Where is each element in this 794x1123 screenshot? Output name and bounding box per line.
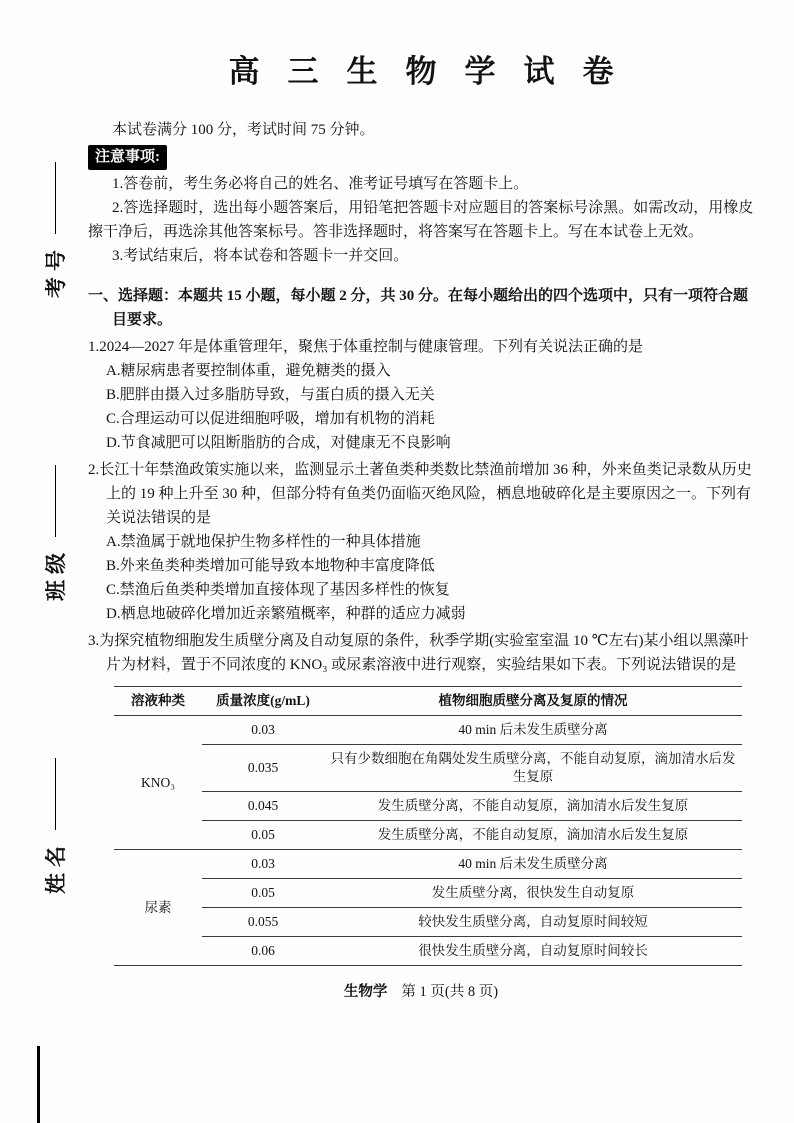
class-blank-line [55, 465, 56, 537]
question-1-stem: 1.2024—2027 年是体重管理年，聚焦于体重控制与健康管理。下列有关说法正确的是 [88, 339, 644, 355]
notice-item-2: 2.答选择题时，选出每小题答案后，用铅笔把答题卡对应题目的答案标号涂黑。如需改动，用橡皮擦干净后，再选涂其他答案标号。答非选择题时，将答案写在答题卡上。写在本试卷上无效。 [88, 200, 754, 240]
class-label: 班级 [44, 547, 68, 601]
question-3 [88, 629, 754, 966]
question-2-stem: 2.长江十年禁渔政策实施以来，监测显示土著鱼类种类数比禁渔前增加 36 种，外来鱼类记录数从历史上的 19 种上升至 30 种，但部分特有鱼类仍面临灭绝风险，栖息地破碎化是主要原因之一。下列有关说法错误的是 [88, 462, 752, 526]
name-label: 姓名 [44, 840, 68, 894]
cell-result: 只有少数细胞在角隅处发生质壁分离，不能自动复原，滴加清水后发生复原 [324, 745, 742, 792]
cell-result: 发生质壁分离，不能自动复原，滴加清水后发生复原 [324, 792, 742, 821]
seal-label-exam-number [35, 145, 75, 315]
cell-concentration: 0.05 [202, 879, 324, 908]
question-3-stem: 3.为探究植物细胞发生质壁分离及自动复原的条件，秋季学期(实验室室温 10 ℃左右)某小组以黑藻叶片为材料，置于不同浓度的 KNO₃ 或尿素溶液中进行观察，实验结果如下表。下列说法错误的是 [88, 633, 749, 673]
cell-concentration: 0.05 [202, 821, 324, 850]
table-row [114, 937, 742, 966]
header-solution-type: 溶液种类 [114, 687, 202, 716]
question-1 [88, 335, 754, 455]
cell-concentration: 0.035 [202, 745, 324, 792]
page-footer [88, 980, 754, 1004]
question-2-option-c: C.禁渔后鱼类种类增加直接体现了基因多样性的恢复 [106, 582, 450, 598]
seal-label-name [35, 741, 75, 911]
cell-result: 较快发生质壁分离，自动复原时间较短 [324, 908, 742, 937]
exam-number-label: 考号 [44, 244, 68, 298]
table-row [114, 908, 742, 937]
question-1-option-a: A.糖尿病患者要控制体重，避免糖类的摄入 [106, 363, 391, 379]
notice-badge: 注意事项: [88, 145, 167, 170]
header-result: 植物细胞质壁分离及复原的情况 [324, 687, 742, 716]
group-label-kno3: KNO₃ [114, 716, 202, 850]
table-row [114, 716, 742, 745]
cell-concentration: 0.03 [202, 716, 324, 745]
question-2-option-b: B.外来鱼类种类增加可能导致本地物种丰富度降低 [106, 558, 435, 574]
group-label-urea: 尿素 [114, 850, 202, 966]
name-blank-line [55, 758, 56, 830]
cell-concentration: 0.055 [202, 908, 324, 937]
footer-page-number: 第 1 页(共 8 页) [401, 984, 499, 1000]
footer-subject: 生物学 [343, 984, 388, 1000]
table-header-row [114, 687, 742, 716]
question-1-option-b: B.肥胖由摄入过多脂肪导致，与蛋白质的摄入无关 [106, 387, 435, 403]
notice-item-1: 1.答卷前，考生务必将自己的姓名、准考证号填写在答题卡上。 [112, 176, 529, 192]
notice-heading [88, 145, 754, 170]
cell-result: 很快发生质壁分离，自动复原时间较长 [324, 937, 742, 966]
table-row [114, 879, 742, 908]
exam-intro: 本试卷满分 100 分，考试时间 75 分钟。 [112, 122, 375, 138]
seal-label-class [35, 448, 75, 618]
page-title: 高三生物学试卷 [228, 54, 642, 89]
question-2-option-d: D.栖息地破碎化增加近亲繁殖概率，种群的适应力减弱 [106, 606, 466, 622]
header-concentration: 质量浓度(g/mL) [202, 687, 324, 716]
table-row [114, 745, 742, 792]
cell-concentration: 0.03 [202, 850, 324, 879]
cell-result: 发生质壁分离，不能自动复原，滴加清水后发生复原 [324, 821, 742, 850]
cell-concentration: 0.045 [202, 792, 324, 821]
scan-artifact-line [37, 1046, 40, 1123]
table-row [114, 792, 742, 821]
cell-result: 40 min 后未发生质壁分离 [324, 716, 742, 745]
cell-result: 发生质壁分离，很快发生自动复原 [324, 879, 742, 908]
question-2 [88, 458, 754, 626]
experiment-results-table [114, 686, 742, 966]
question-1-option-d: D.节食减肥可以阻断脂肪的合成，对健康无不良影响 [106, 435, 451, 451]
table-row [114, 821, 742, 850]
table-row [114, 850, 742, 879]
exam-number-blank-line [55, 162, 56, 234]
cell-concentration: 0.06 [202, 937, 324, 966]
question-2-option-a: A.禁渔属于就地保护生物多样性的一种具体措施 [106, 534, 421, 550]
question-1-option-c: C.合理运动可以促进细胞呼吸，增加有机物的消耗 [106, 411, 435, 427]
notice-item-3: 3.考试结束后，将本试卷和答题卡一并交回。 [112, 248, 409, 264]
cell-result: 40 min 后未发生质壁分离 [324, 850, 742, 879]
section-heading-choice: 一、选择题：本题共 15 小题，每小题 2 分，共 30 分。在每小题给出的四个选项中，只有一项符合题目要求。 [88, 288, 749, 328]
